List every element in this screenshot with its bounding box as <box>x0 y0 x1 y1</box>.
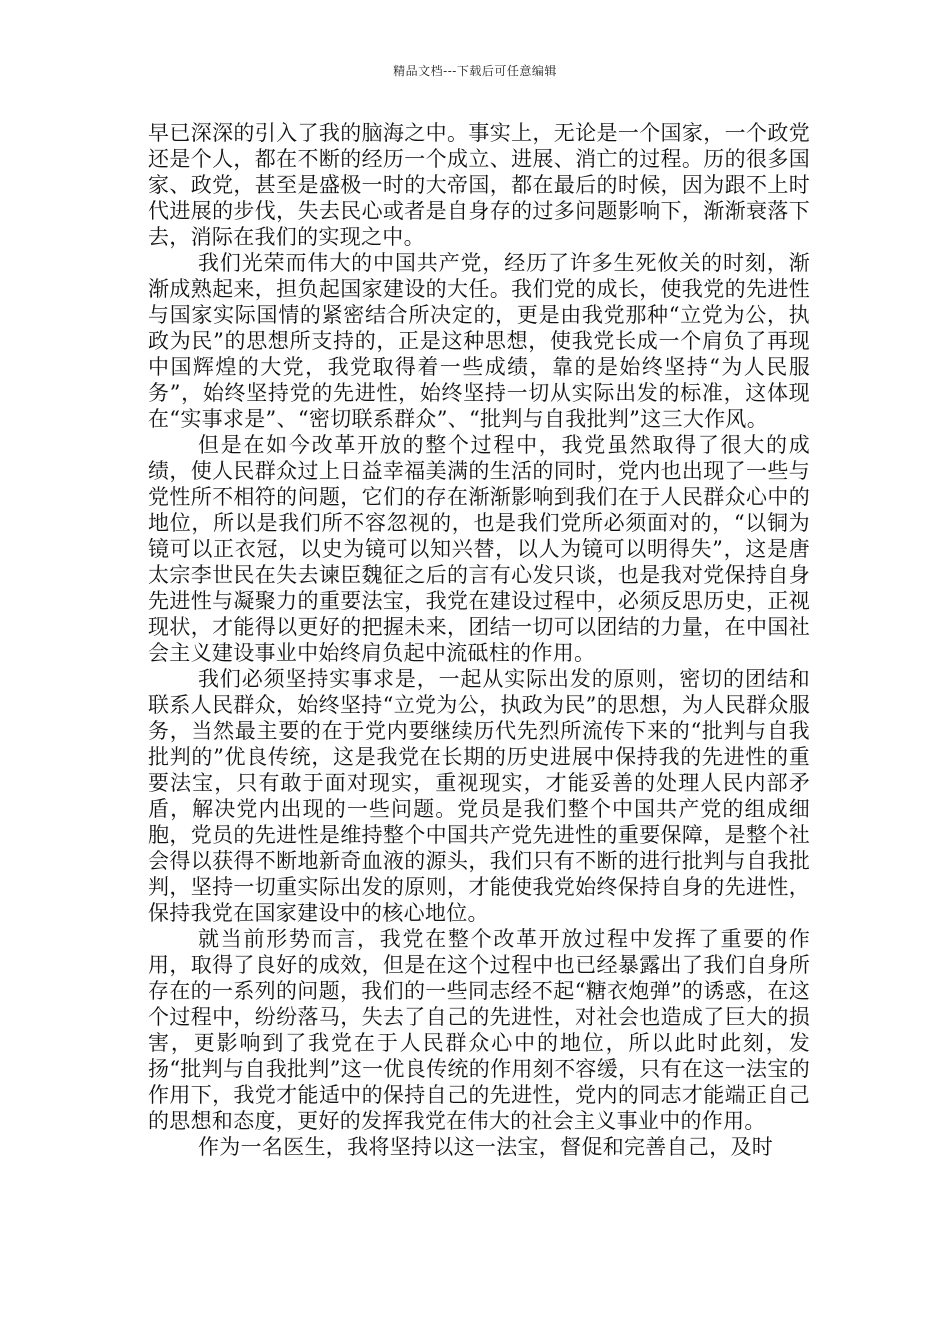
page-header: 精品文档---下载后可任意编辑 <box>393 64 557 78</box>
paragraph-3: 但是在如今改革开放的整个过程中，我党虽然取得了很大的成绩，使人民群众过上日益幸福美满的生活的同时，党内也出现了一些与党性所不相符的问题，它们的存在渐渐影响到我们在于人民群众心中的地位，所以是我们所不容忽视的，也是我们党所必须面对的，“以铜为镜可以正衣冠，以史为镜可以知兴替，以人为镜可以明得失”，这是唐太宗李世民在失去谏臣魏征之后的言有心发只谈，也是我对党保持自身先进性与凝聚力的重要法宝，我党在建设过程中，必须反思历史，正视现状，才能得以更好的把握未来，团结一切可以团结的力量，在中国社会主义建设事业中始终肩负起中流砥柱的作用。 <box>148 433 810 665</box>
paragraph-2: 我们光荣而伟大的中国共产党，经历了许多生死攸关的时刻，渐渐成熟起来，担负起国家建设的大任。我们党的成长，使我党的先进性与国家实际国情的紧密结合所决定的，更是由我党那种“立党为公，执政为民”的思想所支持的，正是这种思想，使我党长成一个肩负了再现中国辉煌的大党，我党取得着一些成绩，靠的是始终坚持“为人民服务”，始终坚持党的先进性，始终坚持一切从实际出发的标准，这体现在“实事求是”、“密切联系群众”、“批判与自我批判”这三大作风。 <box>148 251 810 431</box>
paragraph-1: 早已深深的引入了我的脑海之中。事实上，无论是一个国家，一个政党还是个人，都在不断的经历一个成立、进展、消亡的过程。历的很多国家、政党，甚至是盛极一时的大帝国，都在最后的时候，因为跟不上时代进展的步伐，失去民心或者是自身存的过多问题影响下，渐渐衰落下去，消际在我们的实现之中。 <box>148 121 810 249</box>
paragraph-5: 就当前形势而言，我党在整个改革开放过程中发挥了重要的作用，取得了良好的成效，但是在这个过程中也已经暴露出了我们自身所存在的一系列的问题，我们的一些同志经不起“糖衣炮弹”的诱惑，在这个过程中，纷纷落马，失去了自己的先进性，对社会也造成了巨大的损害，更影响到了我党在于人民群众心中的地位，所以此时此刻，发扬“批判与自我批判”这一优良传统的作用刻不容缓，只有在这一法宝的作用下，我党才能适中的保持自己的先进性，党内的同志才能端正自己的思想和态度，更好的发挥我党在伟大的社会主义事业中的作用。 <box>148 927 810 1133</box>
paragraph-4: 我们必须坚持实事求是，一起从实际出发的原则，密切的团结和联系人民群众，始终坚持“立党为公，执政为民”的思想，为人民群众服务，当然最主要的在于党内要继续历代先烈所流传下来的“批判与自我批判的”优良传统，这是我党在长期的历史进展中保持我的先进性的重要法宝，只有敢于面对现实，重视现实，才能妥善的处理人民内部矛盾，解决党内出现的一些问题。党员是我们整个中国共产党的组成细胞，党员的先进性是维持整个中国共产党先进性的重要保障，是整个社会得以获得不断地新奇血液的源头，我们只有不断的进行批判与自我批判，坚持一切重实际出发的原则，才能使我党始终保持自身的先进性，保持我党在国家建设中的核心地位。 <box>148 667 810 925</box>
document-body <box>148 120 810 1160</box>
paragraph-6: 作为一名医生，我将坚持以这一法宝，督促和完善自己，及时 <box>198 1135 774 1159</box>
